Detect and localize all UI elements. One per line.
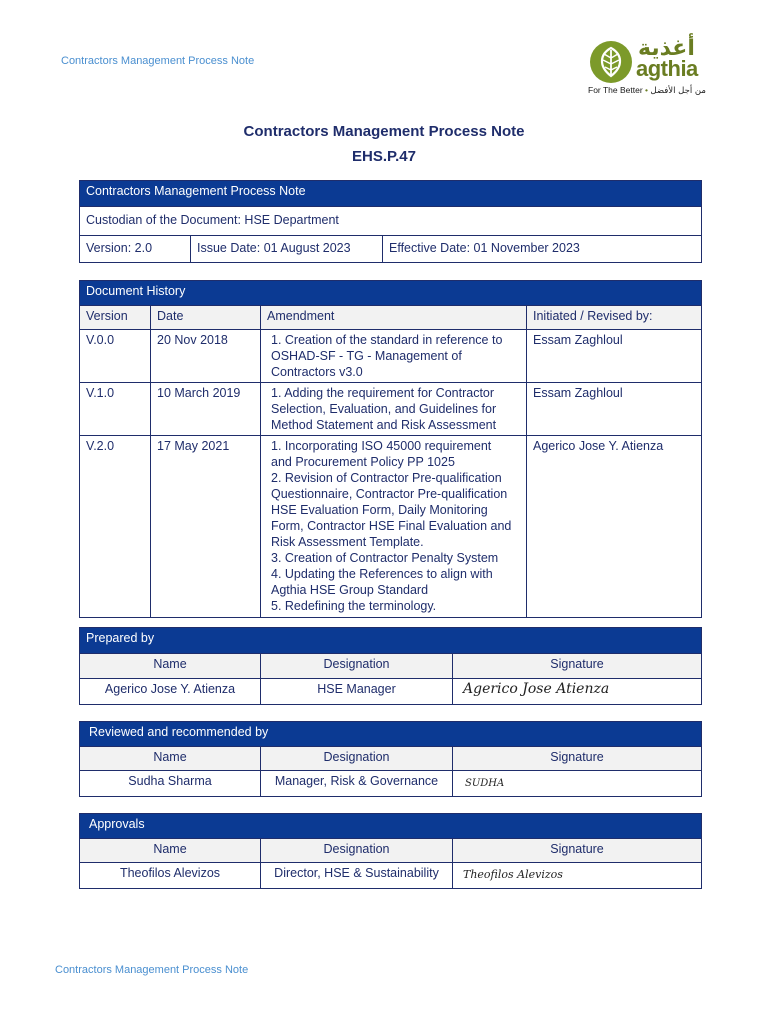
amendment-line: 2. Revision of Contractor Pre-qualification [271, 471, 502, 485]
logo-english-name: agthia [636, 56, 698, 81]
col-designation: Designation [261, 654, 453, 679]
info-table-header: Contractors Management Process Note [80, 181, 702, 207]
version-cell: Version: 2.0 [80, 236, 191, 263]
col-signature: Signature [453, 839, 702, 863]
approvals-name: Theofilos Alevizos [80, 863, 261, 889]
col-name: Name [80, 747, 261, 771]
prepared-name: Agerico Jose Y. Atienza [80, 679, 261, 705]
prepared-table [79, 627, 702, 705]
table-row [80, 383, 702, 436]
amendment-line: OSHAD-SF - TG - Management of [271, 349, 462, 363]
row-date: 17 May 2021 [151, 436, 261, 618]
approvals-table [79, 813, 702, 889]
amendment-line: Method Statement and Risk Assessment [271, 418, 497, 432]
table-row [80, 771, 702, 797]
agthia-logo [586, 36, 716, 102]
amendment-line: Risk Assessment Template. [271, 535, 424, 549]
reviewed-header: Reviewed and recommended by [80, 722, 702, 747]
amendment-line: Selection, Evaluation, and Guidelines for [271, 402, 497, 416]
col-designation: Designation [261, 747, 453, 771]
col-signature: Signature [453, 747, 702, 771]
amendment-line: Questionnaire, Contractor Pre-qualification [271, 487, 508, 501]
row-date: 10 March 2019 [151, 383, 261, 436]
row-initiated-by: Essam Zaghloul [527, 330, 702, 383]
reviewed-signature: SUDHA [453, 771, 702, 797]
amendment-line: 1. Incorporating ISO 45000 requirement [271, 439, 492, 453]
history-table [79, 280, 702, 618]
approvals-designation: Director, HSE & Sustainability [261, 863, 453, 889]
prepared-header: Prepared by [80, 628, 702, 654]
amendment-line: 4. Updating the References to align with [271, 567, 493, 581]
amendment-line: 1. Adding the requirement for Contractor [271, 386, 495, 400]
reviewed-name: Sudha Sharma [80, 771, 261, 797]
col-name: Name [80, 654, 261, 679]
history-table-header: Document History [80, 281, 702, 306]
tagline-ar: من أجل الأفضل [650, 86, 706, 96]
table-row [80, 863, 702, 889]
col-initiated-by: Initiated / Revised by: [527, 306, 702, 330]
col-version: Version [80, 306, 151, 330]
amendment-line: 1. Creation of the standard in reference to [271, 333, 503, 347]
row-amendment [261, 330, 527, 383]
issue-date-cell: Issue Date: 01 August 2023 [191, 236, 383, 263]
reviewed-table [79, 721, 702, 797]
row-amendment [261, 383, 527, 436]
row-version: V.1.0 [80, 383, 151, 436]
header-note: Contractors Management Process Note [61, 55, 255, 67]
row-initiated-by: Agerico Jose Y. Atienza [527, 436, 702, 618]
info-table [79, 180, 702, 263]
col-name: Name [80, 839, 261, 863]
approvals-header: Approvals [80, 814, 702, 839]
table-row [80, 679, 702, 705]
footer-note: Contractors Management Process Note [55, 964, 249, 976]
table-row [80, 436, 702, 618]
row-version: V.2.0 [80, 436, 151, 618]
document-title: Contractors Management Process Note [243, 123, 525, 140]
amendment-line: and Procurement Policy PP 1025 [271, 455, 455, 469]
col-signature: Signature [453, 654, 702, 679]
row-date: 20 Nov 2018 [151, 330, 261, 383]
amendment-line: Form, Contractor HSE Final Evaluation and [271, 519, 512, 533]
table-row [80, 330, 702, 383]
prepared-designation: HSE Manager [261, 679, 453, 705]
amendment-line: 5. Redefining the terminology. [271, 599, 437, 613]
reviewed-designation: Manager, Risk & Governance [261, 771, 453, 797]
col-date: Date [151, 306, 261, 330]
prepared-signature: Agerico Jose Atienza [453, 679, 702, 705]
tagline-en: For The Better [588, 85, 643, 95]
amendment-line: Agthia HSE Group Standard [271, 583, 429, 597]
amendment-line: HSE Evaluation Form, Daily Monitoring [271, 503, 488, 517]
row-version: V.0.0 [80, 330, 151, 383]
row-amendment [261, 436, 527, 618]
col-designation: Designation [261, 839, 453, 863]
logo-tagline: For The Better • من أجل الأفضل [588, 85, 706, 96]
col-amendment: Amendment [261, 306, 527, 330]
amendment-line: 3. Creation of Contractor Penalty System [271, 551, 499, 565]
custodian-cell: Custodian of the Document: HSE Department [80, 207, 702, 236]
effective-date-cell: Effective Date: 01 November 2023 [383, 236, 702, 263]
approvals-signature: Theofilos Alevizos [453, 863, 702, 889]
row-initiated-by: Essam Zaghloul [527, 383, 702, 436]
document-code: EHS.P.47 [352, 148, 416, 165]
logo-arabic-name: أغذية [638, 36, 695, 61]
amendment-line: Contractors v3.0 [271, 365, 363, 379]
leaf-logo-icon [588, 40, 634, 84]
